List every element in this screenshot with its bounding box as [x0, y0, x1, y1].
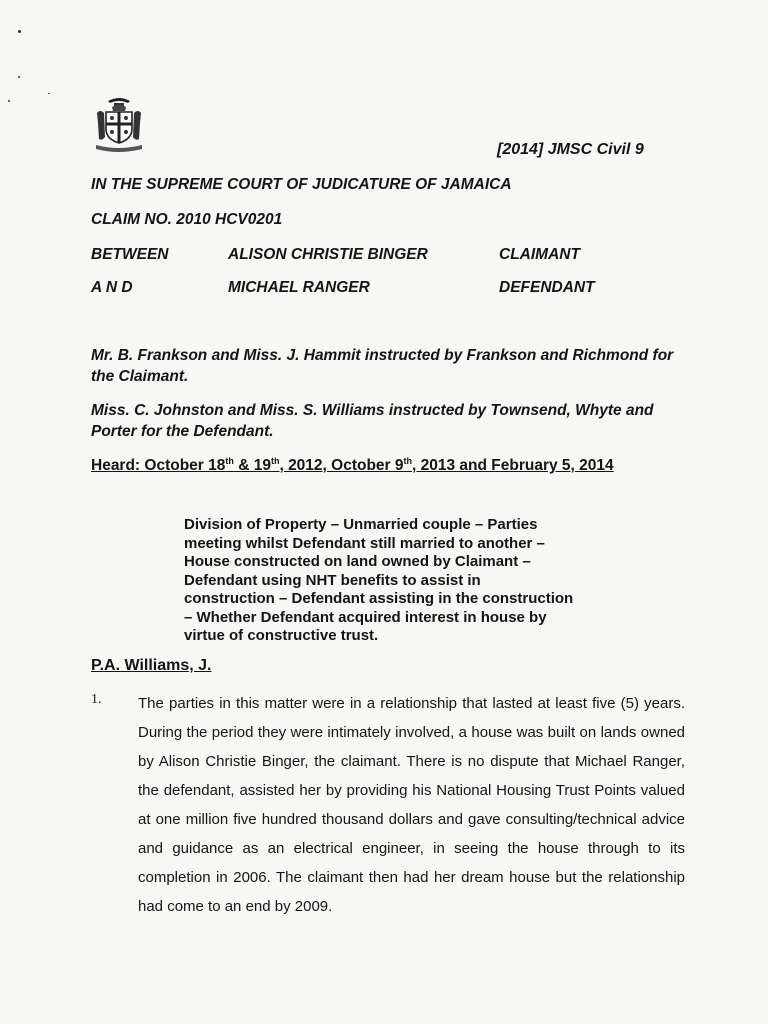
scan-speck — [18, 76, 20, 78]
judge-name: P.A. Williams, J. — [91, 657, 212, 674]
jamaica-coat-of-arms-icon — [94, 93, 144, 155]
scan-speck — [18, 30, 21, 33]
party-role: DEFENDANT — [499, 279, 595, 296]
heard-text: , 2013 and February 5, 2014 — [412, 457, 614, 475]
counsel-defendant: Miss. C. Johnston and Miss. S. Williams instructed by Townsend, Whyte and Porter for the Defendant. — [91, 402, 654, 440]
heard-text: , 2012, October 9 — [279, 457, 404, 475]
ordinal-suffix: th — [270, 456, 280, 466]
party-name: ALISON CHRISTIE BINGER — [228, 246, 428, 263]
paragraph-number: 1. — [91, 692, 102, 707]
party-name: MICHAEL RANGER — [228, 279, 370, 296]
party-label: BETWEEN — [91, 246, 169, 263]
scan-speck — [48, 93, 50, 94]
ordinal-suffix: th — [403, 456, 413, 466]
headnote: Division of Property – Unmarried couple – Parties meeting whilst Defendant still married to another – House constructed on land owned by Claimant – Defendant using NHT benefits to assist in construction – Defendant assisting in the construction – Whether Defendant acquired interest in house by virtue of constructive trust. — [184, 516, 574, 644]
claim-number: CLAIM NO. 2010 HCV0201 — [91, 211, 283, 228]
heard-text: & 19 — [233, 457, 271, 475]
party-label: A N D — [91, 279, 133, 296]
paragraph-text: The parties in this matter were in a relationship that lasted at least five (5) years. During the period they were intimately involved, a house was built on lands owned by Alison Christie Binger, the claimant. There is no dispute that Michael Ranger, the defendant, assisted her by providing his National Housing Trust Points valued at one million five hundred thousand dollars and gave consulting/technical advice and guidance as an electrical engineer, in seeing the house through to its completion in 2006. The claimant then had her dream house but the relationship had come to an end by 2009. — [138, 695, 685, 915]
court-name: IN THE SUPREME COURT OF JUDICATURE OF JAMAICA — [91, 176, 512, 193]
scan-speck — [8, 100, 10, 102]
hearing-dates — [91, 456, 614, 475]
heard-text: Heard: October 18 — [91, 457, 226, 475]
ordinal-suffix: th — [225, 456, 234, 466]
party-row-claimant — [91, 246, 651, 266]
party-row-defendant — [91, 279, 651, 299]
party-role: CLAIMANT — [499, 246, 580, 263]
case-citation: [2014] JMSC Civil 9 — [497, 141, 644, 158]
counsel-claimant: Mr. B. Frankson and Miss. J. Hammit instructed by Frankson and Richmond for the Claimant. — [91, 347, 674, 385]
